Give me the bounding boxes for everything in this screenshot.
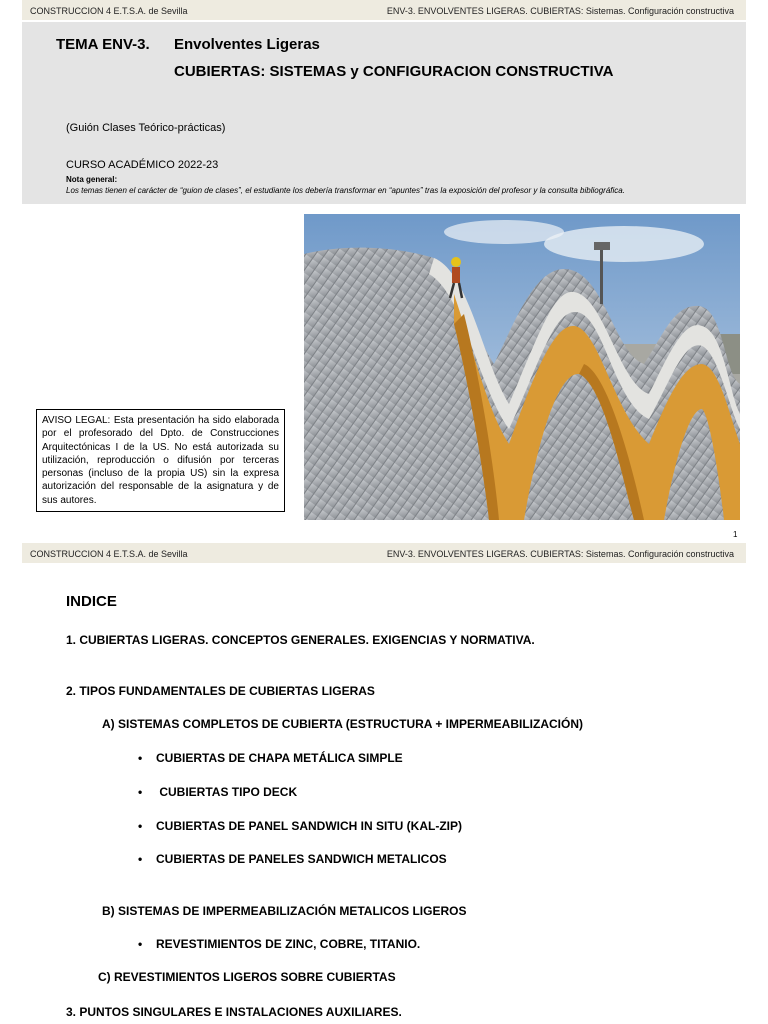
bullet-icon: • (138, 937, 143, 951)
tema-label: TEMA ENV-3. (56, 36, 150, 53)
bullet-icon: • (138, 785, 143, 799)
index-item-label: CUBIERTAS DE PANEL SANDWICH IN SITU (KAL-ZIP) (156, 819, 462, 833)
slide-subtitle: CUBIERTAS: SISTEMAS y CONFIGURACION CONSTRUCTIVA (174, 63, 614, 80)
title-box (22, 22, 746, 204)
index-item: B) SISTEMAS DE IMPERMEABILIZACIÓN METALICOS LIGEROS (102, 904, 467, 918)
slide-header (22, 0, 746, 20)
header-course: CONSTRUCCION 4 E.T.S.A. de Sevilla (30, 549, 188, 559)
index-bullet-item (138, 937, 420, 951)
index-item-label: REVESTIMIENTOS DE ZINC, COBRE, TITANIO. (156, 937, 421, 951)
index-title: INDICE (66, 593, 117, 610)
index-item: 3. PUNTOS SINGULARES E INSTALACIONES AUXILIARES. (66, 1005, 402, 1019)
page-number: 1 (733, 530, 738, 539)
index-item: 1. CUBIERTAS LIGERAS. CONCEPTOS GENERALES. EXIGENCIAS Y NORMATIVA. (66, 633, 535, 647)
index-item-label: CUBIERTAS TIPO DECK (156, 785, 298, 799)
bullet-icon: • (138, 751, 143, 765)
index-item-label: CUBIERTAS DE CHAPA METÁLICA SIMPLE (156, 751, 403, 765)
index-item: C) REVESTIMIENTOS LIGEROS SOBRE CUBIERTAS (98, 970, 396, 984)
nota-text: Los temas tienen el carácter de “guion de clases”, el estudiante los debería transformar en “apuntes” tras la exposición del profesor y la consulta bibliográfica. (66, 186, 625, 195)
index-item: A) SISTEMAS COMPLETOS DE CUBIERTA (ESTRUCTURA + IMPERMEABILIZACIÓN) (102, 717, 584, 731)
legal-notice: AVISO LEGAL: Esta presentación ha sido elaborada por el profesorado del Dpto. de Construcciones Arquitectónicas I de la US. No está autorizada su utilización, reproducción o difusión por terceras personas (incluso de la propia US) sin la expresa autorización del responsable de la asignatura y de sus autores. (36, 409, 285, 512)
index-bullet-item (138, 852, 447, 866)
index-item-label: CUBIERTAS DE PANELES SANDWICH METALICOS (156, 852, 447, 866)
tema-title (56, 36, 320, 53)
slide-header (22, 543, 746, 563)
bullet-icon: • (138, 819, 143, 833)
index-bullet-item (138, 751, 403, 765)
index-item: 2. TIPOS FUNDAMENTALES DE CUBIERTAS LIGERAS (66, 684, 375, 698)
header-topic: ENV-3. ENVOLVENTES LIGERAS. CUBIERTAS: Sistemas. Configuración constructiva (386, 6, 734, 16)
index-bullet-item (138, 819, 462, 833)
tema-subject: Envolventes Ligeras (174, 36, 320, 53)
guion-label: (Guión Clases Teórico-prácticas) (66, 122, 226, 134)
curso-label: CURSO ACADÉMICO 2022-23 (66, 159, 219, 171)
roof-photo (304, 214, 740, 520)
header-course: CONSTRUCCION 4 E.T.S.A. de Sevilla (30, 6, 188, 16)
nota-label: Nota general: (66, 175, 118, 184)
index-bullet-item (138, 785, 297, 799)
bullet-icon: • (138, 852, 143, 866)
header-topic: ENV-3. ENVOLVENTES LIGERAS. CUBIERTAS: Sistemas. Configuración constructiva (386, 549, 734, 559)
